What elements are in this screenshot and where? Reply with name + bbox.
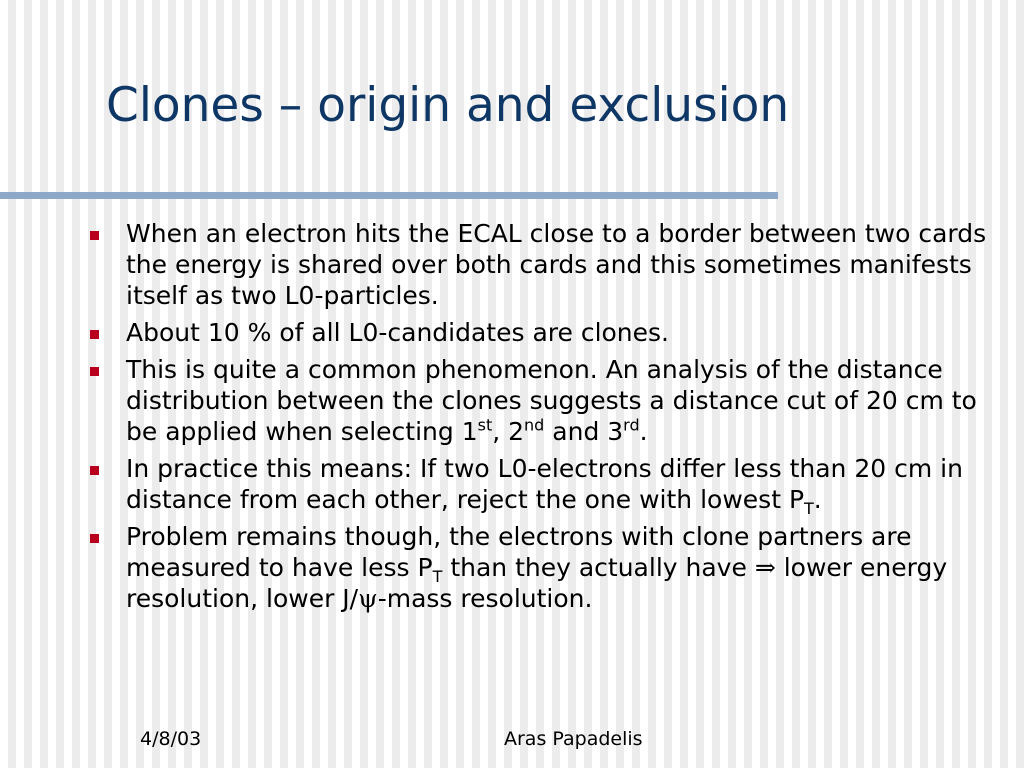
bullet-text: When an electron hits the ECAL close to a border between two cards the energy is shared over both cards and this sometimes manifests itself as two L0-particles. — [126, 219, 987, 310]
text-run: and 3 — [544, 417, 624, 446]
square-bullet-icon — [90, 534, 99, 543]
title-divider — [0, 192, 778, 199]
ordinal-suffix: nd — [524, 415, 545, 435]
subscript: T — [804, 499, 814, 518]
text-run: In practice this means: If two L0-electrons differ less than 20 cm in distance from each other, reject the one with lowest P — [126, 454, 963, 514]
bullet-text: About 10 % of all L0-candidates are clones. — [126, 318, 670, 347]
subscript: T — [432, 567, 443, 586]
ordinal-suffix: st — [477, 415, 493, 435]
text-run: This is quite a common phenomenon. An analysis of the distance distribution between the clones suggests a distance cut of 20 cm to be applied when selecting 1 — [126, 355, 977, 446]
bullet-item — [88, 453, 988, 518]
slide-title: Clones – origin and exclusion — [106, 78, 790, 133]
bullet-text — [126, 454, 963, 518]
square-bullet-icon — [90, 466, 99, 475]
bullet-list — [88, 218, 988, 620]
bullet-item — [88, 317, 988, 348]
bullet-text — [126, 522, 947, 613]
text-run: -mass resolution. — [377, 584, 593, 613]
footer-date: 4/8/03 — [140, 728, 202, 750]
bullet-text — [126, 355, 977, 446]
bullet-item — [88, 521, 988, 614]
text-run: Problem remains though, the electrons with clone partners are measured to have less P — [126, 522, 912, 582]
footer-author: Aras Papadelis — [504, 728, 643, 750]
text-run: lower energy resolution, lower J/ — [126, 553, 948, 613]
text-run: , 2 — [492, 417, 525, 446]
psi-symbol: ψ — [358, 584, 378, 613]
ordinal-suffix: rd — [623, 415, 640, 435]
text-run: . — [813, 485, 822, 514]
bullet-item — [88, 354, 988, 447]
text-run: than they actually have — [442, 553, 755, 582]
text-run: . — [639, 417, 648, 446]
bullet-item — [88, 218, 988, 311]
square-bullet-icon — [90, 231, 99, 240]
square-bullet-icon — [90, 330, 99, 339]
implies-arrow-icon: ⇒ — [754, 553, 776, 582]
square-bullet-icon — [90, 367, 99, 376]
